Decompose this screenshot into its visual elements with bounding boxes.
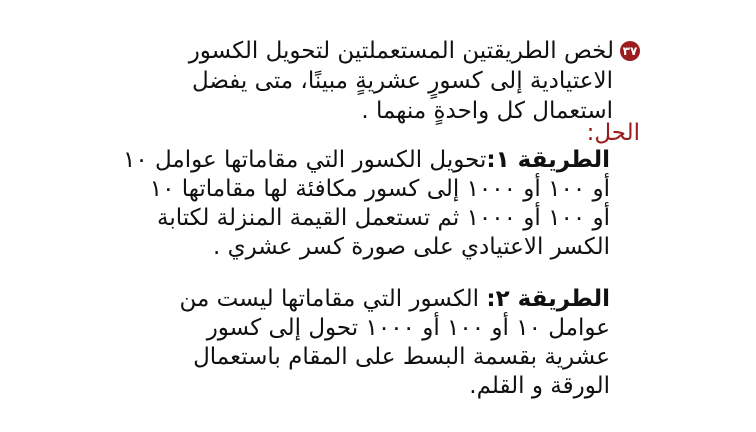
- question-text-line-3: استعمال كل واحدةٍ منهما .: [361, 98, 613, 124]
- method-1-line-4: الكسر الاعتيادي على صورة كسر عشري .: [212, 234, 610, 260]
- method-1-block: [100, 146, 610, 262]
- method-1-text-1: تحويل الكسور التي مقاماتها عوامل ١٠: [122, 147, 487, 173]
- method-2-title: الطريقة ٢:: [486, 286, 610, 312]
- question-text-line-1: لخص الطريقتين المستعملتين لتحويل الكسور: [188, 38, 614, 64]
- method-2-line-3: عشرية بقسمة البسط على المقام باستعمال: [193, 344, 610, 370]
- method-2-text-1: الكسور التي مقاماتها ليست من: [179, 286, 487, 312]
- method-2-line-2: عوامل ١٠ أو ١٠٠ أو ١٠٠٠ تحول إلى كسور: [206, 315, 610, 341]
- question-block: [150, 36, 640, 126]
- method-1-line-3: أو ١٠٠ أو ١٠٠٠ ثم تستعمل القيمة المنزلة لكتابة: [156, 205, 610, 231]
- method-2-block: [100, 285, 610, 401]
- solution-label: الحل:: [586, 120, 640, 146]
- question-line-1: [150, 36, 640, 66]
- question-text-line-2: الاعتيادية إلى كسورٍ عشريةٍ مبينًا، متى يفضل: [191, 68, 613, 94]
- method-2-line-1: [100, 285, 610, 314]
- method-1-line-2: أو ١٠٠ أو ١٠٠٠ إلى كسور مكافئة لها مقاماتها ١٠: [149, 176, 610, 202]
- method-1-title: الطريقة ١:: [486, 147, 610, 173]
- question-number-badge: ٣٧: [620, 41, 640, 61]
- method-2-line-4: الورقة و القلم.: [469, 373, 610, 399]
- method-1-line-1: [100, 146, 610, 175]
